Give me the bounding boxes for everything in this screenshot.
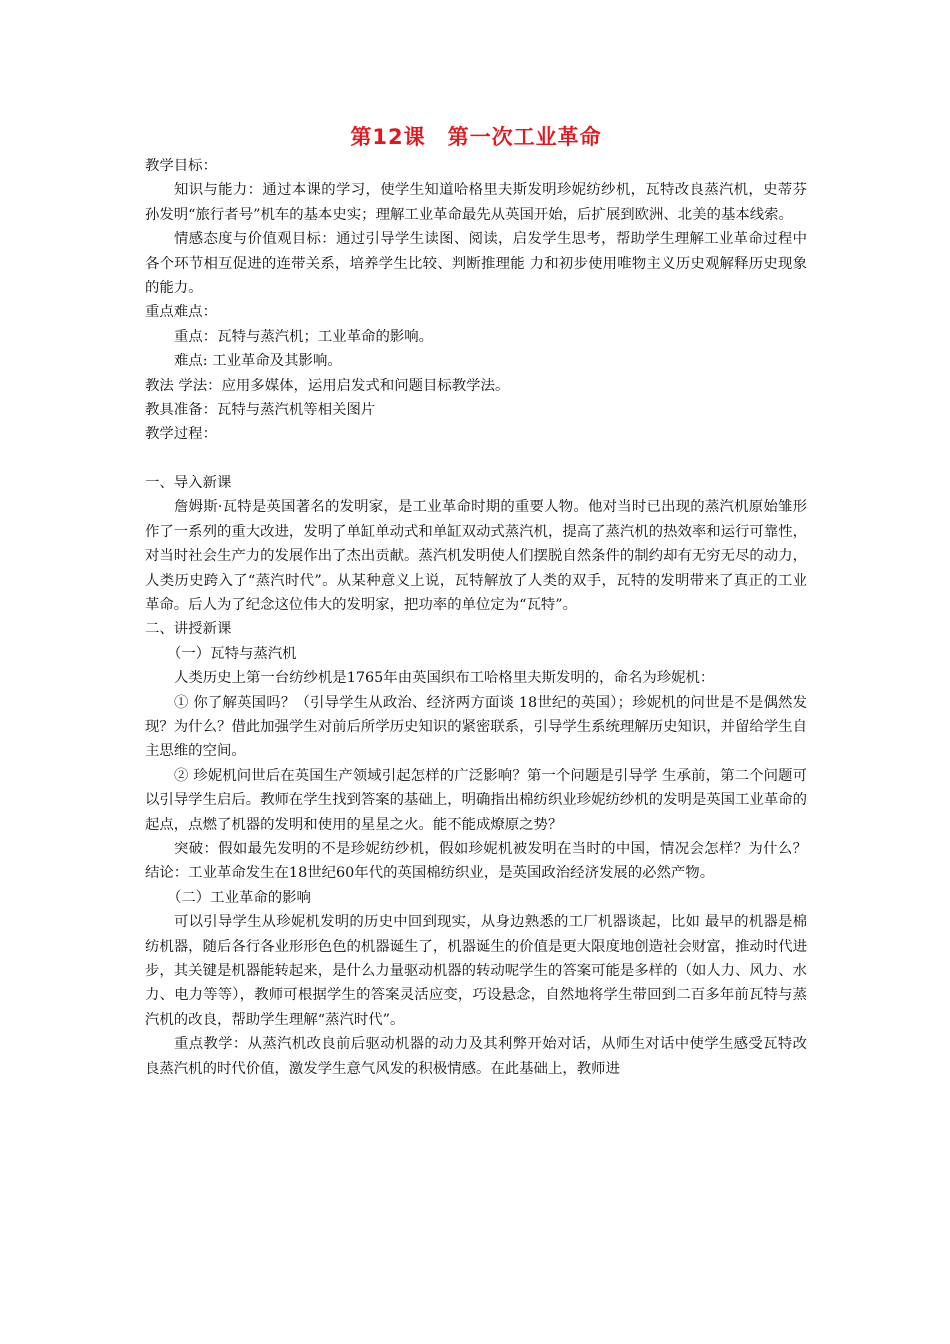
subsection-watt-heading: （一）瓦特与蒸汽机	[167, 645, 297, 662]
question-two-paragraph: ② 珍妮机问世后在英国生产领域引起怎样的广泛影响？第一个问题是引导学 生承前，第二个问题可以引导学生启后。教师在学生找到答案的基础上，明确指出棉纺织业珍妮纺纱机的发明是英国工业革命的起点，点燃了机器的发明和使用的星星之火。能不能成燎原之势？	[145, 767, 807, 833]
teaching-tools: 教具准备：瓦特与蒸汽机等相关图片	[145, 402, 376, 419]
spacer	[145, 447, 807, 471]
key-point: 重点：瓦特与蒸汽机；工业革命的影响。	[174, 328, 434, 345]
key-points-heading: 重点难点：	[145, 304, 217, 321]
section-intro-heading: 一、导入新课	[145, 474, 232, 491]
process-heading: 教学过程：	[145, 426, 217, 443]
intro-paragraph: 詹姆斯·瓦特是英国著名的发明家，是工业革命时期的重要人物。他对当时已出现的蒸汽机原始雏形作了一系列的重大改进，发明了单缸单动式和单缸双动式蒸汽机，提高了蒸汽机的热效率和运行可靠性，对当时社会生产力的发展作出了杰出贡献。蒸汽机发明使人们摆脱自然条件的制约却有无穷无尽的动力，人类历史跨入了“蒸汽时代”。从某种意义上说，瓦特解放了人类的双手，瓦特的发明带来了真正的工业革命。后人为了纪念这位伟大的发明家，把功率的单位定为“瓦特”。	[145, 499, 807, 613]
lesson-title: 第12课 第一次工业革命	[350, 125, 602, 149]
question-one-paragraph: ① 你了解英国吗？（引导学生从政治、经济两方面谈 18世纪的英国）；珍妮机的问世是不是偶然发现？为什么？借此加强学生对前后所学历史知识的紧密联系，引导学生系统理解历史知识，并留给学生自主思维的空间。	[145, 694, 807, 760]
focus-teaching-paragraph: 重点教学：从蒸汽机改良前后驱动机器的动力及其利弊开始对话，从师生对话中使学生感受瓦特改良蒸汽机的时代价值，激发学生意气风发的积极情感。在此基础上，教师进	[145, 1036, 807, 1077]
subsection-impact-heading: （二）工业革命的影响	[167, 889, 311, 906]
section-new-lesson-heading: 二、讲授新课	[145, 621, 232, 638]
document-page	[145, 120, 807, 1081]
breakthrough-paragraph: 突破：假如最先发明的不是珍妮纺纱机，假如珍妮机被发明在当时的中国，情况会怎样？为什么？结论：工业革命发生在18世纪60年代的英国棉纺织业，是英国政治经济发展的必然产物。	[145, 840, 807, 882]
emotion-objective: 情感态度与价值观目标：通过引导学生读图、阅读，启发学生思考，帮助学生理解工业革命过程中各个环节相互促进的连带关系，培养学生比较、判断推理能 力和初步使用唯物主义历史观解释历史现象的能力。	[145, 231, 807, 297]
difficult-point: 难点: 工业革命及其影响。	[174, 353, 342, 370]
teaching-method: 教法 学法：应用多媒体，运用启发式和问题目标教学法。	[145, 377, 510, 394]
knowledge-objective: 知识与能力：通过本课的学习，使学生知道哈格里夫斯发明珍妮纺纱机，瓦特改良蒸汽机，史蒂芬孙发明“旅行者号”机车的基本史实；理解工业革命最先从英国开始，后扩展到欧洲、北美的基本线索。	[145, 182, 807, 223]
objectives-heading: 教学目标：	[145, 158, 217, 174]
jenny-paragraph: 人类历史上第一台纺纱机是1765年由英国织布工哈格里夫斯发明的，命名为珍妮机：	[174, 670, 715, 687]
guide-paragraph: 可以引导学生从珍妮机发明的历史中回到现实，从身边熟悉的工厂机器谈起，比如 最早的机器是棉纺机器，随后各行各业形形色色的机器诞生了，机器诞生的价值是更大限度地创造社会财富，推动时代进步，其关键是机器能转起来，是什么力量驱动机器的转动呢学生的答案可能是多样的（如人力、风力、水力、电力等等），教师可根据学生的答案灵活应变，巧设悬念，自然地将学生带回到二百多年前瓦特与蒸汽机的改良，帮助学生理解“蒸汽时代”。	[145, 914, 807, 1028]
